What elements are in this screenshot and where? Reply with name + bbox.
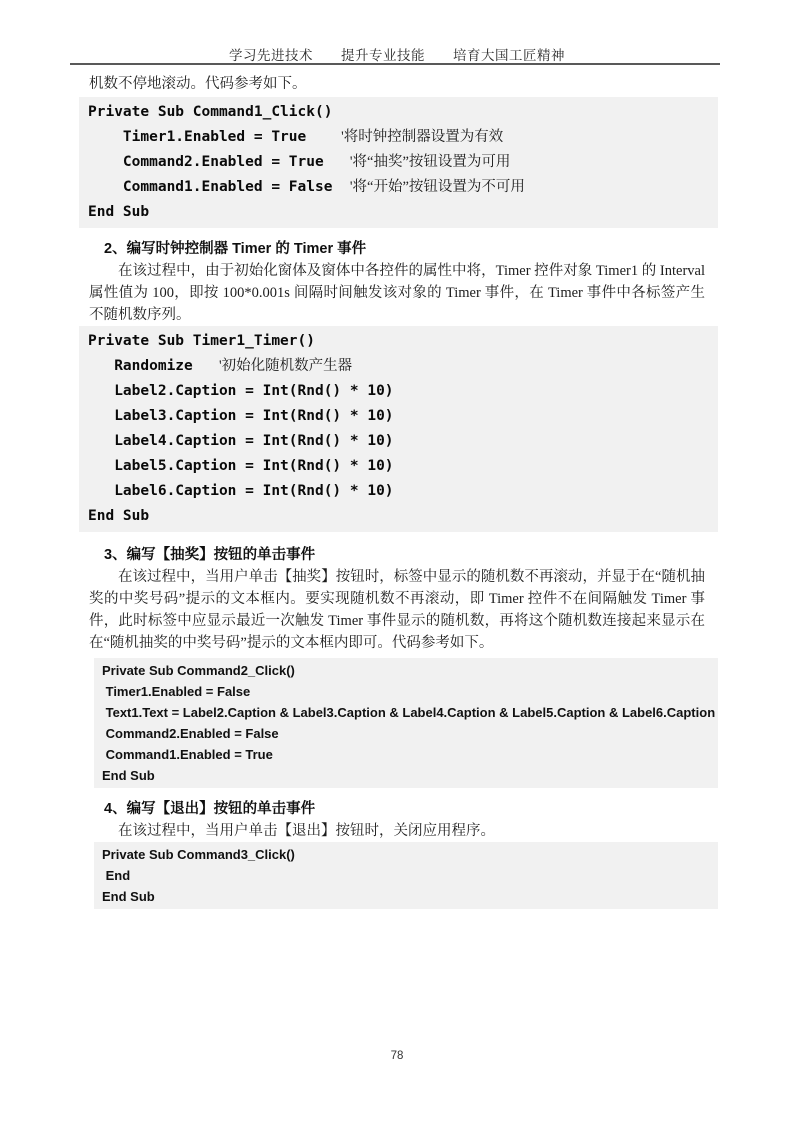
section-3-paragraph: 在该过程中，当用户单击【抽奖】按钮时，标签中显示的随机数不再滚动，并显于在“随机抽奖的中奖号码”提示的文本框内。要实现随机数不再滚动，即 Timer 控件不在间隔触发 Timer 事件，此时标签中应显示最近一次触发 Timer 事件显示的随机数，再将这个随机数连接起来显示在在“随机抽奖的中奖号码”提示的文本框内即可。代码参考如下。 — [89, 569, 705, 651]
code-line — [88, 379, 718, 404]
code-text: Command2.Enabled = True — [88, 154, 350, 170]
code-text: Label3.Caption = Int(Rnd() * 10) — [88, 408, 394, 424]
page-number: 78 — [390, 1050, 404, 1062]
code-text: Label2.Caption = Int(Rnd() * 10) — [88, 383, 394, 399]
code-line — [88, 150, 718, 175]
code-text: Private Sub Command1_Click() — [88, 104, 333, 120]
code-line — [88, 354, 718, 379]
code-line: Command2.Enabled = False — [102, 726, 279, 741]
section-4-heading: 4、编写【退出】按钮的单击事件 — [104, 801, 316, 817]
code-comment: '将时钟控制器设置为有效 — [341, 129, 504, 145]
page-content — [79, 72, 718, 909]
code-line — [88, 100, 718, 125]
code-line: Text1.Text = Label2.Caption & Label3.Caption & Label4.Caption & Label5.Caption & Label6.Caption — [102, 705, 716, 720]
intro-paragraph: 机数不停地滚动。代码参考如下。 — [89, 76, 307, 92]
section-2-paragraph: 在该过程中，由于初始化窗体及窗体中各控件的属性中将，Timer 控件对象 Timer1 的 Interval 属性值为 100，即按 100*0.001s 间隔时间触发该对象的 Timer 事件，在 Timer 事件中各标签产生不随机数序列。 — [89, 263, 705, 323]
code-line: Timer1.Enabled = False — [102, 684, 251, 699]
code-line: Private Sub Command3_Click() — [102, 847, 295, 862]
code-line — [88, 429, 718, 454]
code-text: Timer1.Enabled = True — [88, 129, 342, 145]
code-line: End Sub — [102, 768, 155, 783]
code-line: End Sub — [102, 889, 155, 904]
code-line — [88, 479, 718, 504]
code-comment: '将“抽奖”按钮设置为可用 — [349, 154, 511, 170]
code-text: Randomize — [88, 358, 219, 374]
code-line — [88, 504, 718, 529]
code-line — [88, 404, 718, 429]
code-block-command1-click — [79, 97, 718, 228]
code-block-timer1-timer — [79, 326, 718, 532]
code-text: End Sub — [88, 204, 150, 220]
code-block-command2-click — [94, 658, 718, 788]
code-comment: '将“开始”按钮设置为不可用 — [349, 179, 525, 195]
page-header-motto: 学习先进技术 提升专业技能 培育大国工匠精神 — [229, 48, 565, 63]
code-line — [88, 329, 718, 354]
section-4-paragraph: 在该过程中，当用户单击【退出】按钮时，关闭应用程序。 — [118, 823, 495, 839]
header-rule — [70, 63, 720, 65]
code-comment: '初始化随机数产生器 — [218, 358, 353, 374]
code-line: Command1.Enabled = True — [102, 747, 273, 762]
code-line — [88, 175, 718, 200]
code-text: End Sub — [88, 508, 150, 524]
code-text: Command1.Enabled = False — [88, 179, 350, 195]
code-line: End — [102, 868, 131, 883]
code-text: Label6.Caption = Int(Rnd() * 10) — [88, 483, 394, 499]
code-line: Private Sub Command2_Click() — [102, 663, 295, 678]
code-line — [88, 125, 718, 150]
code-line — [88, 200, 718, 225]
code-text: Private Sub Timer1_Timer() — [88, 333, 315, 349]
code-text: Label5.Caption = Int(Rnd() * 10) — [88, 458, 394, 474]
code-text: Label4.Caption = Int(Rnd() * 10) — [88, 433, 394, 449]
section-2-heading: 2、编写时钟控制器 Timer 的 Timer 事件 — [104, 241, 367, 257]
code-block-command3-click — [94, 842, 718, 909]
code-line — [88, 454, 718, 479]
section-3-heading: 3、编写【抽奖】按钮的单击事件 — [104, 547, 316, 563]
